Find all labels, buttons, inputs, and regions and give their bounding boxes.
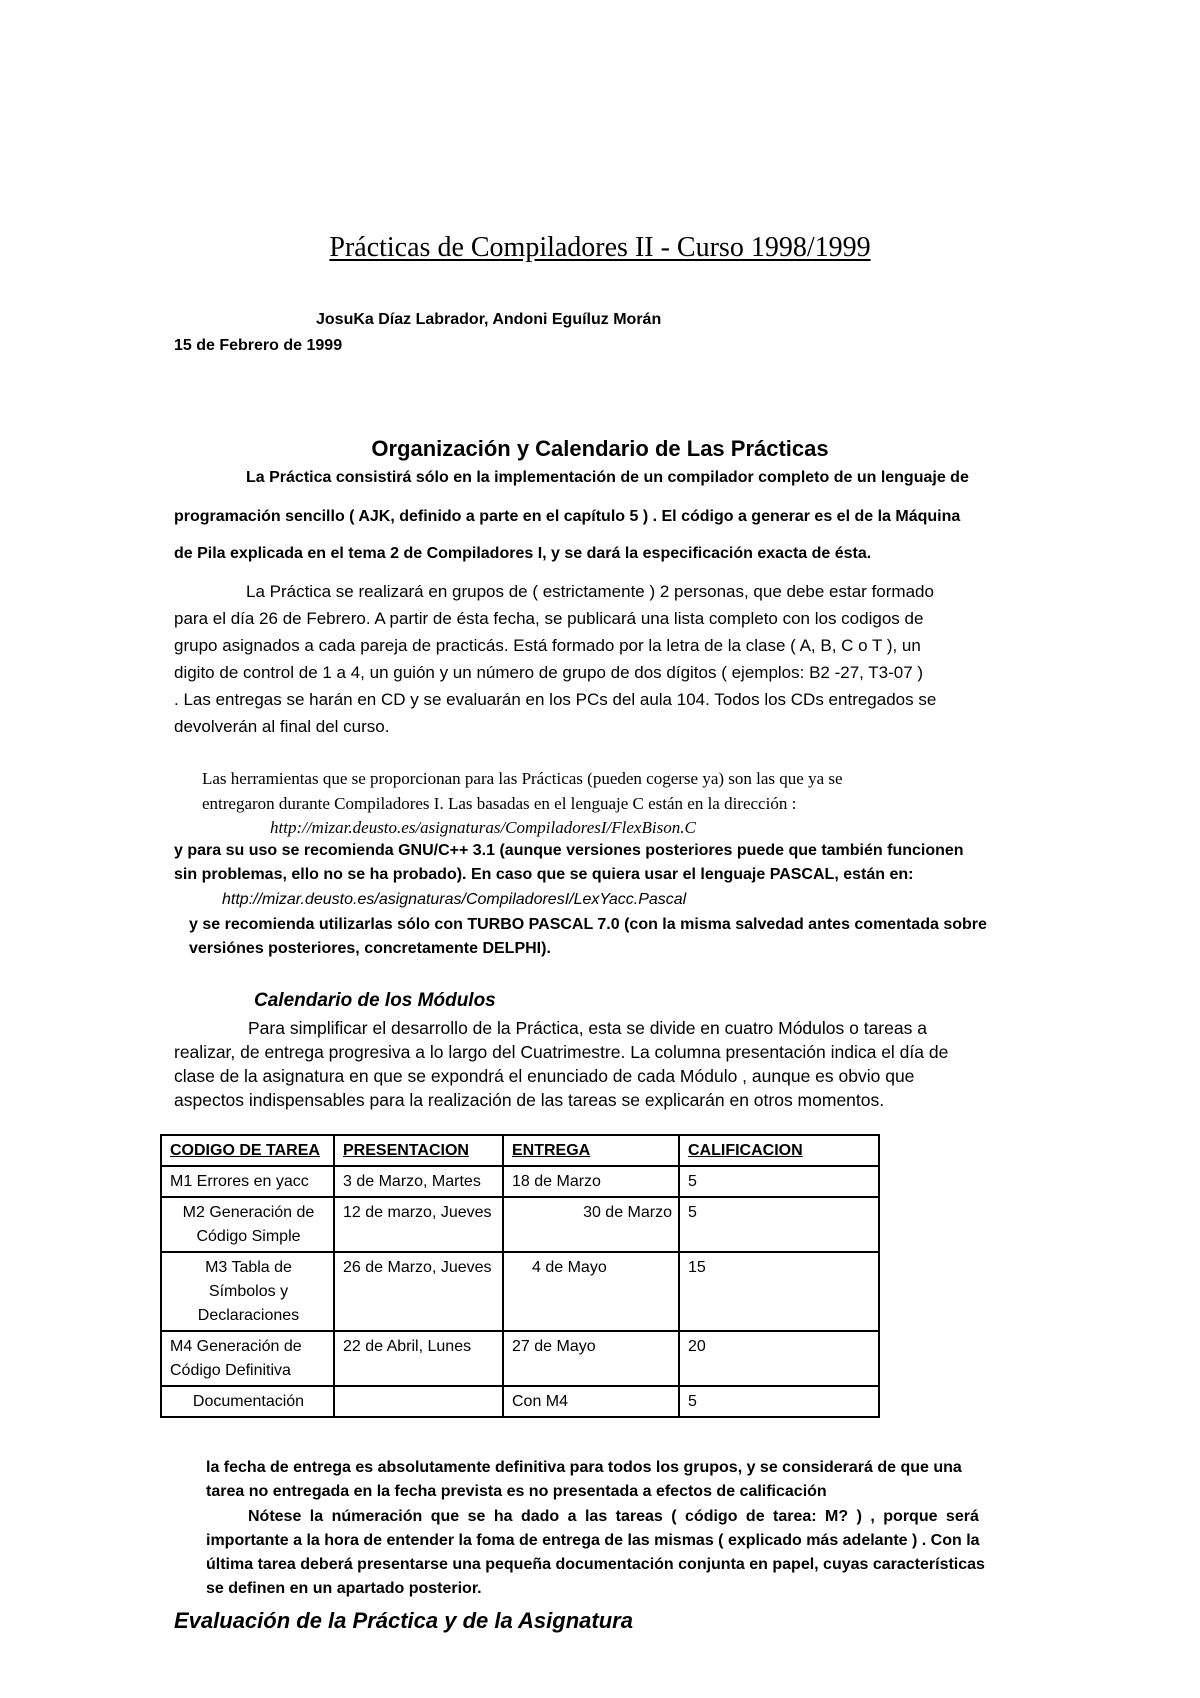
organization-paragraph2-line6: devolverán al final del curso. <box>174 717 390 736</box>
tools-line1: Las herramientas que se proporcionan para las Prácticas (pueden cogerse ya) son las que ya se <box>202 769 843 788</box>
cell-calificacion: 20 <box>679 1331 879 1386</box>
tools-line4: sin problemas, ello no se ha probado). En caso que se quiera usar el lenguaje PASCAL, están en: <box>174 866 914 883</box>
modules-paragraph-line3: clase de la asignatura en que se expondrá el enunciado de cada Módulo , aunque es obvio que <box>174 1066 915 1086</box>
notes-line5: última tarea deberá presentarse una pequeña documentación conjunta en papel, cuyas características <box>206 1556 985 1573</box>
table-row <box>161 1386 879 1417</box>
cell-calificacion: 15 <box>679 1252 879 1331</box>
cell-calificacion: 5 <box>679 1386 879 1417</box>
organization-paragraph2-line4: digito de control de 1 a 4, un guión y un número de grupo de dos dígitos ( ejemplos: B2 -27, T3-07 ) <box>174 663 924 682</box>
authors-line: JosuKa Díaz Labrador, Andoni Eguíluz Morán <box>316 311 662 328</box>
tools-line2: entregaron durante Compiladores I. Las basadas en el lenguaje C están en la dirección : <box>202 794 797 813</box>
cell-presentacion: 3 de Marzo, Martes <box>334 1166 503 1197</box>
notes-line4: importante a la hora de entender la foma de entrega de las mismas ( explicado más adelante ) . Con la <box>206 1532 980 1549</box>
organization-paragraph1-line3: de Pila explicada en el tema 2 de Compiladores I, y se dará la especificación exacta de ésta. <box>174 545 872 562</box>
table-row <box>161 1197 879 1252</box>
cell-entrega: 18 de Marzo <box>503 1166 679 1197</box>
modules-paragraph-line4: aspectos indispensables para la realización de las tareas se explicarán en otros momentos. <box>174 1090 885 1110</box>
header-calificacion: CALIFICACION <box>679 1135 879 1166</box>
evaluation-heading: Evaluación de la Práctica y de la Asignatura <box>174 1608 633 1633</box>
cell-entrega: 30 de Marzo <box>503 1197 679 1252</box>
organization-heading: Organización y Calendario de Las Prácticas <box>371 436 829 461</box>
cell-presentacion: 22 de Abril, Lunes <box>334 1331 503 1386</box>
cell-entrega: 4 de Mayo <box>503 1252 679 1331</box>
organization-paragraph1-line1: La Práctica consistirá sólo en la implementación de un compilador completo de un lenguaje de <box>246 469 969 486</box>
notes-line3: Nótese la númeración que se ha dado a las tareas ( código de tarea: M? ) , porque será <box>248 1508 979 1525</box>
table-header-row <box>161 1135 879 1166</box>
header-entrega: ENTREGA <box>503 1135 679 1166</box>
page-title: Prácticas de Compiladores II - Curso 1998/1999 <box>329 232 871 263</box>
header-codigo: CODIGO DE TAREA <box>161 1135 334 1166</box>
cell-codigo: M2 Generación de Código Simple <box>161 1197 334 1252</box>
modules-paragraph-line1: Para simplificar el desarrollo de la Práctica, esta se divide en cuatro Módulos o tareas a <box>248 1018 927 1038</box>
tools-line5: y se recomienda utilizarlas sólo con TURBO PASCAL 7.0 (con la misma salvedad antes comentada sobre <box>189 916 987 933</box>
table-row <box>161 1166 879 1197</box>
notes-line6: se definen en un apartado posterior. <box>206 1580 482 1597</box>
cell-calificacion: 5 <box>679 1197 879 1252</box>
cell-codigo: Documentación <box>161 1386 334 1417</box>
cell-presentacion: 12 de marzo, Jueves <box>334 1197 503 1252</box>
table-row <box>161 1331 879 1386</box>
cell-presentacion: 26 de Marzo, Jueves <box>334 1252 503 1331</box>
lexyacc-pascal-url[interactable]: http://mizar.deusto.es/asignaturas/CompiladoresI/LexYacc.Pascal <box>222 891 687 908</box>
organization-paragraph2-line1: La Práctica se realizará en grupos de ( estrictamente ) 2 personas, que debe estar formado <box>246 582 934 601</box>
notes-line1: la fecha de entrega es absolutamente definitiva para todos los grupos, y se considerará de que una <box>206 1459 962 1476</box>
header-presentacion: PRESENTACION <box>334 1135 503 1166</box>
modules-heading: Calendario de los Módulos <box>254 990 496 1011</box>
notes-line2: tarea no entregada en la fecha prevista es no presentada a efectos de calificación <box>206 1483 827 1500</box>
cell-calificacion: 5 <box>679 1166 879 1197</box>
cell-entrega: Con M4 <box>503 1386 679 1417</box>
cell-entrega: 27 de Mayo <box>503 1331 679 1386</box>
organization-paragraph2-line2: para el día 26 de Febrero. A partir de ésta fecha, se publicará una lista completo con los codigos de <box>174 609 924 628</box>
cell-codigo: M4 Generación de Código Definitiva <box>161 1331 334 1386</box>
document-date: 15 de Febrero de 1999 <box>174 337 343 354</box>
cell-codigo: M1 Errores en yacc <box>161 1166 334 1197</box>
modules-paragraph-line2: realizar, de entrega progresiva a lo largo del Cuatrimestre. La columna presentación indica el día de <box>174 1042 949 1062</box>
modules-schedule-table <box>160 1134 880 1418</box>
tools-line6: versiónes posteriores, concretamente DELPHI). <box>189 940 551 957</box>
tools-line3: y para su uso se recomienda GNU/C++ 3.1 (aunque versiones posteriores puede que también funcionen <box>174 842 964 859</box>
organization-paragraph2-line3: grupo asignados a cada pareja de practicás. Está formado por la letra de la clase ( A, B, C o T ), un <box>174 636 921 655</box>
organization-paragraph1-line2: programación sencillo ( AJK, definido a parte en el capítulo 5 ) . El código a generar es el de la Máquina <box>174 508 961 525</box>
table-row <box>161 1252 879 1331</box>
cell-codigo: M3 Tabla de Símbolos y Declaraciones <box>161 1252 334 1331</box>
cell-presentacion <box>334 1386 503 1417</box>
organization-paragraph2-line5: . Las entregas se harán en CD y se evaluarán en los PCs del aula 104. Todos los CDs entregados se <box>174 690 937 709</box>
flexbison-c-url[interactable]: http://mizar.deusto.es/asignaturas/CompiladoresI/FlexBison.C <box>270 818 696 837</box>
